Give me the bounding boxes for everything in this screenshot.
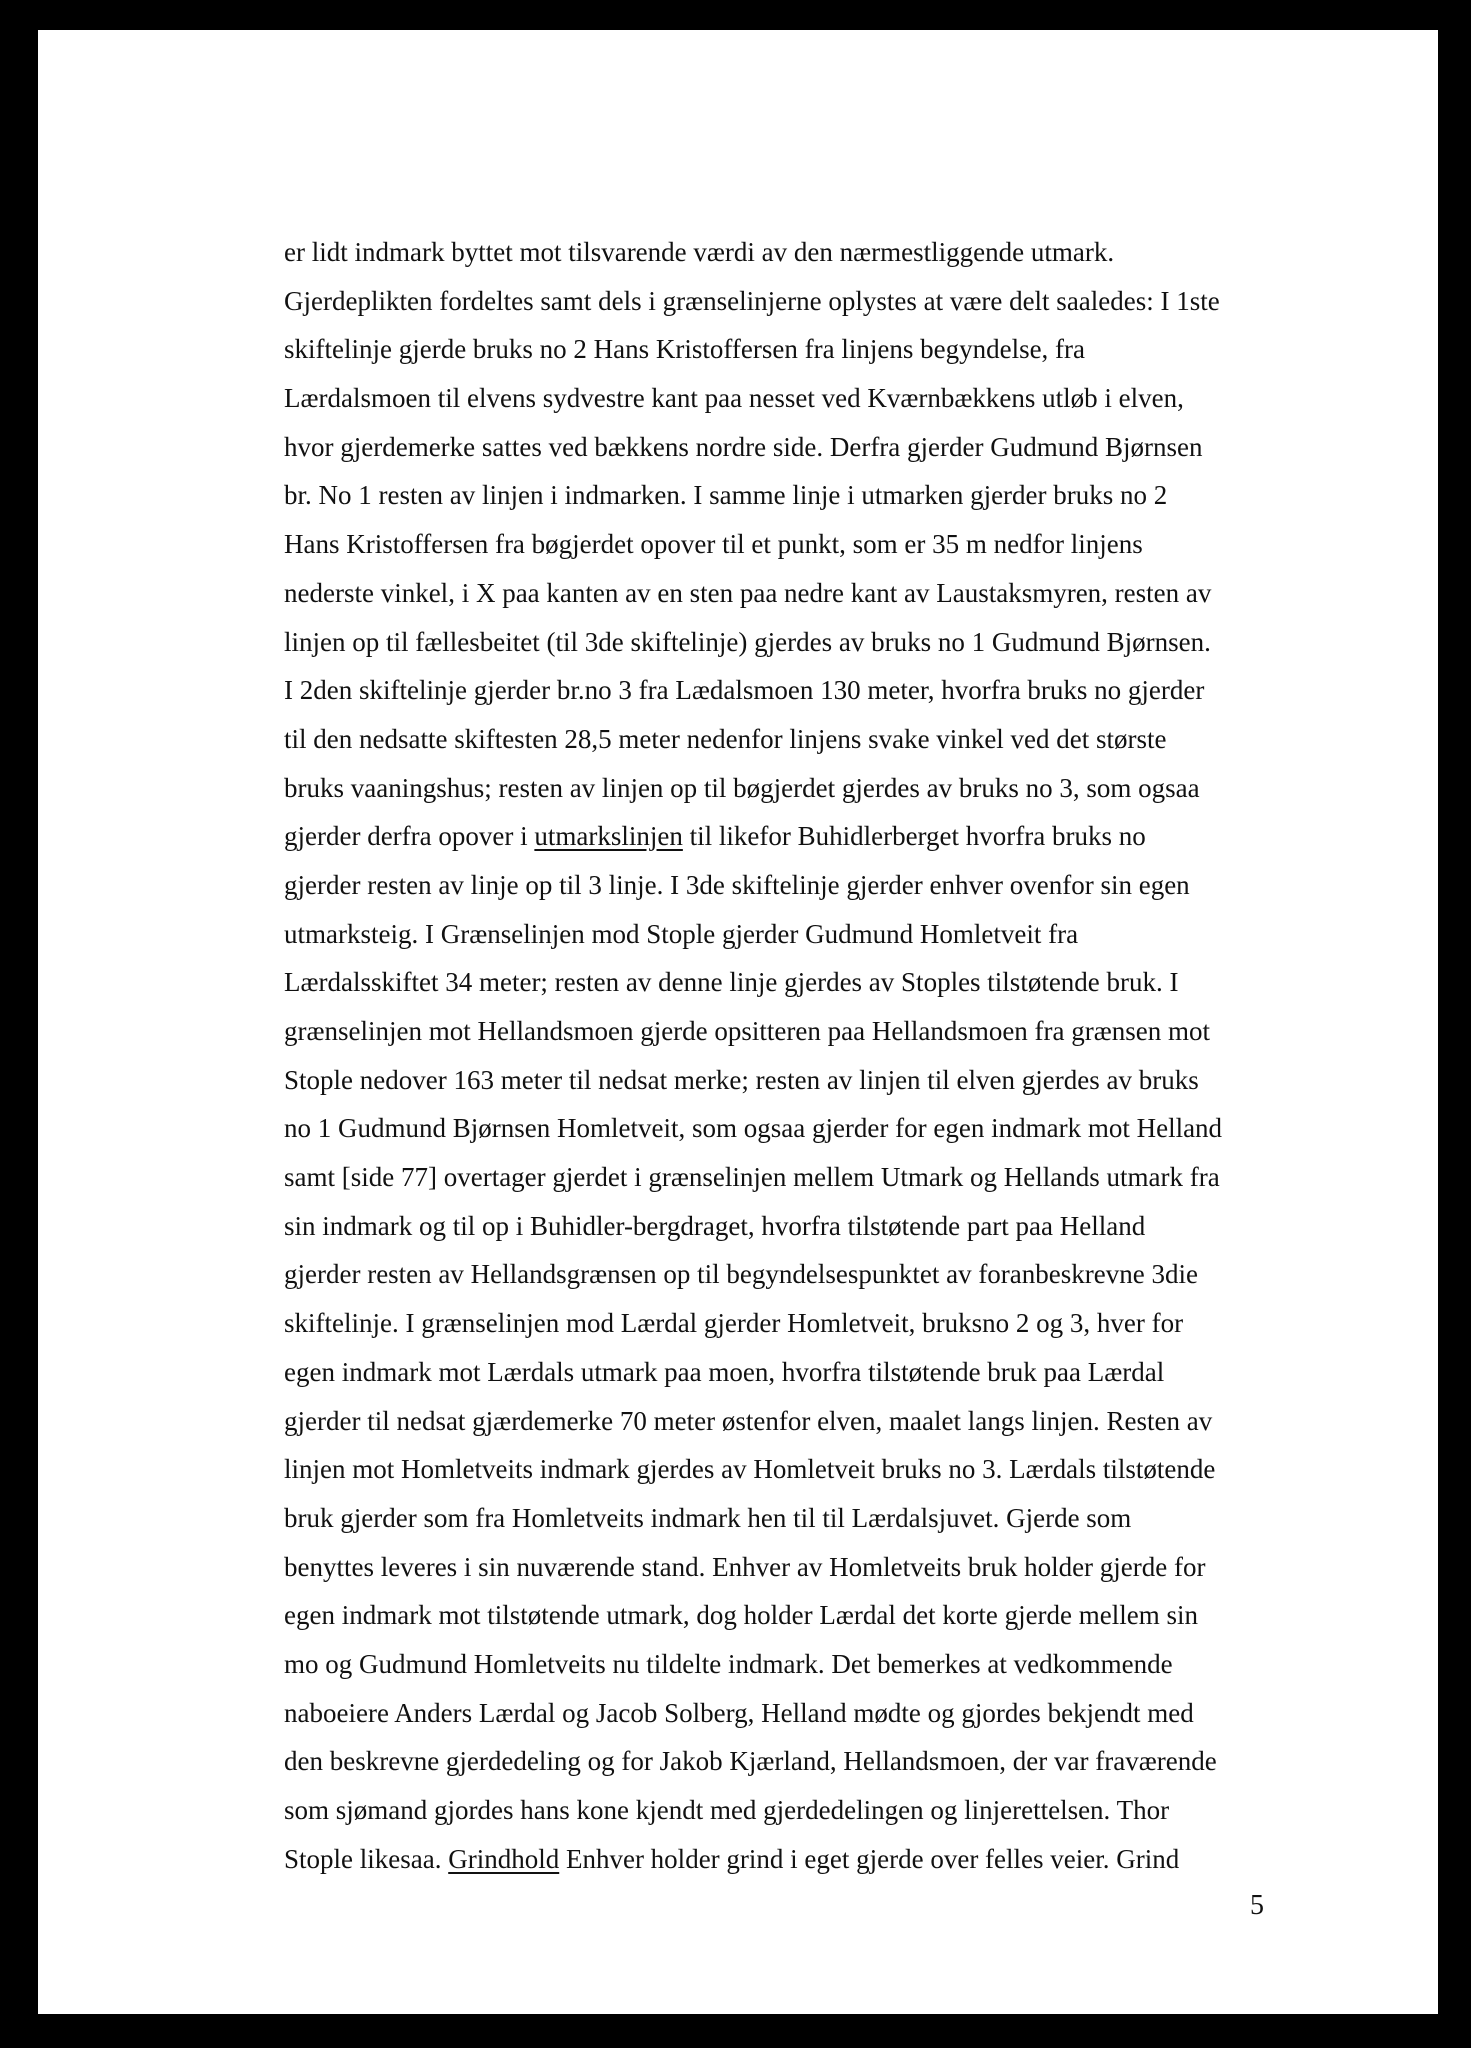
text-segment: den beskrevne gjerdedeling og for Jakob Kjærland, Hellandsmoen, der var fraværende (284, 1746, 1217, 1777)
text-segment: Gjerdeplikten fordeltes samt dels i grænselinjerne oplystes at være delt saaledes: I 1ste (284, 285, 1220, 316)
text-line (284, 471, 1324, 520)
text-segment: samt [side 77] overtager gjerdet i grænselinjen mellem Utmark og Hellands utmark fra (284, 1162, 1220, 1193)
text-line (284, 423, 1324, 472)
text-line (284, 1445, 1324, 1494)
text-line (284, 1202, 1324, 1251)
text-line (284, 618, 1324, 667)
document-page (38, 30, 1438, 2014)
text-segment: gjerder til nedsat gjærdemerke 70 meter østenfor elven, maalet langs linjen. Resten av (284, 1405, 1213, 1436)
body-text (284, 228, 1324, 1883)
text-segment: Lærdalsmoen til elvens sydvestre kant paa nesset ved Kværnbækkens utløb i elven, (284, 383, 1184, 414)
text-segment: mo og Gudmund Homletveits nu tildelte indmark. Det bemerkes at vedkommende (284, 1648, 1173, 1679)
text-line (284, 1250, 1324, 1299)
underlined-term: utmarkslinjen (534, 821, 683, 852)
text-segment: skiftelinje. I grænselinjen mod Lærdal gjerder Homletveit, bruksno 2 og 3, hver for (284, 1308, 1184, 1339)
text-line (284, 1397, 1324, 1446)
text-segment: som sjømand gjordes hans kone kjendt med gjerdedelingen og linjerettelsen. Thor (284, 1795, 1170, 1825)
text-line (284, 277, 1324, 326)
text-segment: Stople likesaa. (284, 1843, 449, 1874)
text-segment: til den nedsatte skiftesten 28,5 meter nedenfor linjens svake vinkel ved det største (284, 723, 1167, 754)
text-line (284, 666, 1324, 715)
text-line (284, 715, 1324, 764)
text-line (284, 1299, 1324, 1348)
text-segment: linjen mot Homletveits indmark gjerdes av Homletveit bruks no 3. Lærdals tilstøtende (284, 1454, 1216, 1485)
text-line (284, 1007, 1324, 1056)
text-line (284, 1640, 1324, 1689)
text-segment: naboeiere Anders Lærdal og Jacob Solberg, Helland mødte og gjordes bekjendt med (284, 1697, 1194, 1728)
text-segment: grænselinjen mot Hellandsmoen gjerde opsitteren paa Hellandsmoen fra grænsen mot (284, 1016, 1211, 1046)
text-segment: bruks vaaningshus; resten av linjen op til bøgjerdet gjerdes av bruks no 3, som ogsaa (284, 772, 1200, 803)
text-segment: Enhver holder grind i eget gjerde over felles veier. Grind (559, 1843, 1180, 1874)
text-line (284, 374, 1324, 423)
text-line (284, 1494, 1324, 1543)
page-number: 5 (1250, 1890, 1264, 1921)
text-line (284, 1591, 1324, 1640)
text-line (284, 1689, 1324, 1738)
text-line (284, 569, 1324, 618)
underlined-term: Grindhold (448, 1843, 560, 1874)
text-line (284, 910, 1324, 959)
text-segment: hvor gjerdemerke sattes ved bækkens nordre side. Derfra gjerder Gudmund Bjørnsen (284, 431, 1203, 462)
text-segment: br. No 1 resten av linjen i indmarken. I samme linje i utmarken gjerder bruks no 2 (284, 480, 1168, 511)
text-segment: Hans Kristoffersen fra bøgjerdet opover til et punkt, som er 35 m nedfor linjens (284, 529, 1143, 560)
text-line (284, 764, 1324, 813)
text-line (284, 520, 1324, 569)
text-segment: til likefor Buhidlerberget hvorfra bruks no (682, 821, 1146, 852)
text-line (284, 228, 1324, 277)
text-line (284, 1737, 1324, 1786)
text-line (284, 861, 1324, 910)
text-line (284, 1543, 1324, 1592)
text-line (284, 958, 1324, 1007)
text-line (284, 1348, 1324, 1397)
text-line (284, 1153, 1324, 1202)
text-segment: bruk gjerder som fra Homletveits indmark hen til til Lærdalsjuvet. Gjerde som (284, 1502, 1132, 1533)
text-segment: I 2den skiftelinje gjerder br.no 3 fra Lædalsmoen 130 meter, hvorfra bruks no gjerder (284, 675, 1205, 706)
text-line (284, 1835, 1324, 1884)
text-segment: gjerder derfra opover i (284, 821, 535, 852)
text-segment: gjerder resten av linje op til 3 linje. I 3de skiftelinje gjerder enhver ovenfor sin egen (284, 869, 1190, 900)
text-segment: Stople nedover 163 meter til nedsat merke; resten av linjen til elven gjerdes av bruks (284, 1064, 1199, 1095)
text-segment: sin indmark og til op i Buhidler-bergdraget, hvorfra tilstøtende part paa Helland (284, 1210, 1146, 1241)
text-segment: no 1 Gudmund Bjørnsen Homletveit, som ogsaa gjerder for egen indmark mot Helland (284, 1113, 1223, 1144)
text-segment: egen indmark mot tilstøtende utmark, dog holder Lærdal det korte gjerde mellem sin (284, 1600, 1199, 1631)
text-segment: skiftelinje gjerde bruks no 2 Hans Kristoffersen fra linjens begyndelse, fra (284, 334, 1086, 365)
text-line (284, 1104, 1324, 1153)
text-line (284, 812, 1324, 861)
text-segment: egen indmark mot Lærdals utmark paa moen, hvorfra tilstøtende bruk paa Lærdal (284, 1356, 1165, 1387)
text-segment: linjen op til fællesbeitet (til 3de skiftelinje) gjerdes av bruks no 1 Gudmund Bjørnsen. (284, 626, 1211, 657)
text-segment: Lærdalsskiftet 34 meter; resten av denne linje gjerdes av Stoples tilstøtende bruk. I (284, 967, 1179, 998)
text-segment: benyttes leveres i sin nuværende stand. Enhver av Homletveits bruk holder gjerde for (284, 1551, 1206, 1582)
text-segment: nederste vinkel, i X paa kanten av en sten paa nedre kant av Laustaksmyren, resten av (284, 577, 1212, 608)
text-line (284, 325, 1324, 374)
text-line (284, 1056, 1324, 1105)
text-segment: utmarksteig. I Grænselinjen mod Stople gjerder Gudmund Homletveit fra (284, 918, 1079, 949)
text-segment: gjerder resten av Hellandsgrænsen op til begyndelsespunktet av foranbeskrevne 3die (284, 1259, 1198, 1290)
text-segment: er lidt indmark byttet mot tilsvarende værdi av den nærmestliggende utmark. (284, 237, 1115, 267)
text-line (284, 1786, 1324, 1835)
